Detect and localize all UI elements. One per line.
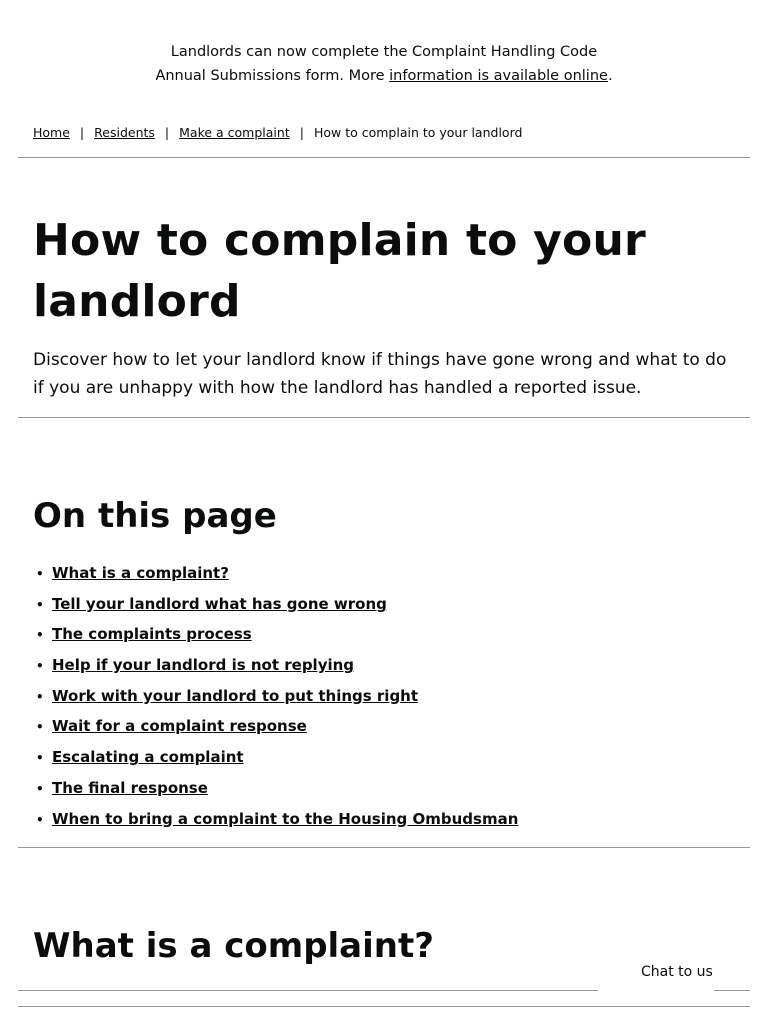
divider	[18, 990, 598, 991]
list-item	[33, 561, 518, 592]
breadcrumb-separator: |	[164, 125, 170, 140]
breadcrumb-make-a-complaint[interactable]: Make a complaint	[179, 125, 290, 140]
list-item	[33, 592, 518, 623]
breadcrumb-home[interactable]: Home	[33, 125, 70, 140]
bullet: •	[36, 597, 44, 612]
announcement-line-1: Landlords can now complete the Complaint Handling Code	[170, 44, 598, 60]
list-item	[33, 807, 518, 838]
divider	[18, 1006, 750, 1007]
announcement-line-2	[0, 64, 768, 88]
breadcrumb-residents[interactable]: Residents	[94, 125, 155, 140]
toc-link-what-is-a-complaint[interactable]: What is a complaint?	[52, 564, 229, 582]
toc-link-housing-ombudsman[interactable]: When to bring a complaint to the Housing Ombudsman	[52, 809, 519, 828]
list-item	[33, 714, 518, 745]
announcement-banner	[0, 40, 768, 88]
toc-link-escalating[interactable]: Escalating a complaint	[52, 748, 244, 767]
chat-button[interactable]: Chat to us	[641, 964, 713, 980]
announcement-link[interactable]: information is available online	[389, 68, 608, 84]
bullet: •	[36, 781, 44, 796]
breadcrumb	[33, 124, 522, 142]
toc-link-help-not-replying[interactable]: Help if your landlord is not replying	[52, 656, 355, 675]
section-heading-what-is-a-complaint: What is a complaint?	[33, 926, 434, 966]
toc-link-tell-your-landlord[interactable]: Tell your landlord what has gone wrong	[52, 594, 387, 613]
toc-link-work-with-landlord[interactable]: Work with your landlord to put things right	[52, 686, 419, 705]
toc-link-complaints-process[interactable]: The complaints process	[52, 625, 252, 644]
breadcrumb-current: How to complain to your landlord	[313, 125, 523, 140]
list-item	[33, 653, 518, 684]
divider	[18, 847, 750, 848]
divider	[714, 990, 750, 991]
announcement-period: .	[607, 68, 613, 84]
bullet: •	[36, 659, 44, 674]
divider	[18, 157, 750, 158]
page-intro: Discover how to let your landlord know if things have gone wrong and what to do if you are unhappy with how the landlord has handled a reported issue.	[33, 350, 727, 398]
list-item	[33, 622, 518, 653]
toc-link-final-response[interactable]: The final response	[52, 778, 208, 797]
bullet: •	[36, 628, 44, 643]
list-item	[33, 745, 518, 776]
list-item	[33, 776, 518, 807]
bullet: •	[36, 689, 44, 704]
bullet: •	[36, 812, 44, 827]
bullet: •	[36, 567, 44, 581]
on-this-page-heading: On this page	[33, 496, 277, 536]
breadcrumb-separator: |	[299, 125, 304, 140]
divider	[18, 417, 750, 418]
breadcrumb-separator: |	[79, 125, 85, 140]
page-title: How to complain to your landlord	[33, 215, 646, 327]
on-this-page-list	[33, 561, 518, 837]
list-item	[33, 684, 518, 715]
announcement-text: Annual Submissions form. More	[155, 68, 390, 84]
bullet: •	[36, 751, 44, 766]
toc-link-wait-for-response[interactable]: Wait for a complaint response	[52, 717, 307, 736]
bullet: •	[36, 720, 44, 735]
